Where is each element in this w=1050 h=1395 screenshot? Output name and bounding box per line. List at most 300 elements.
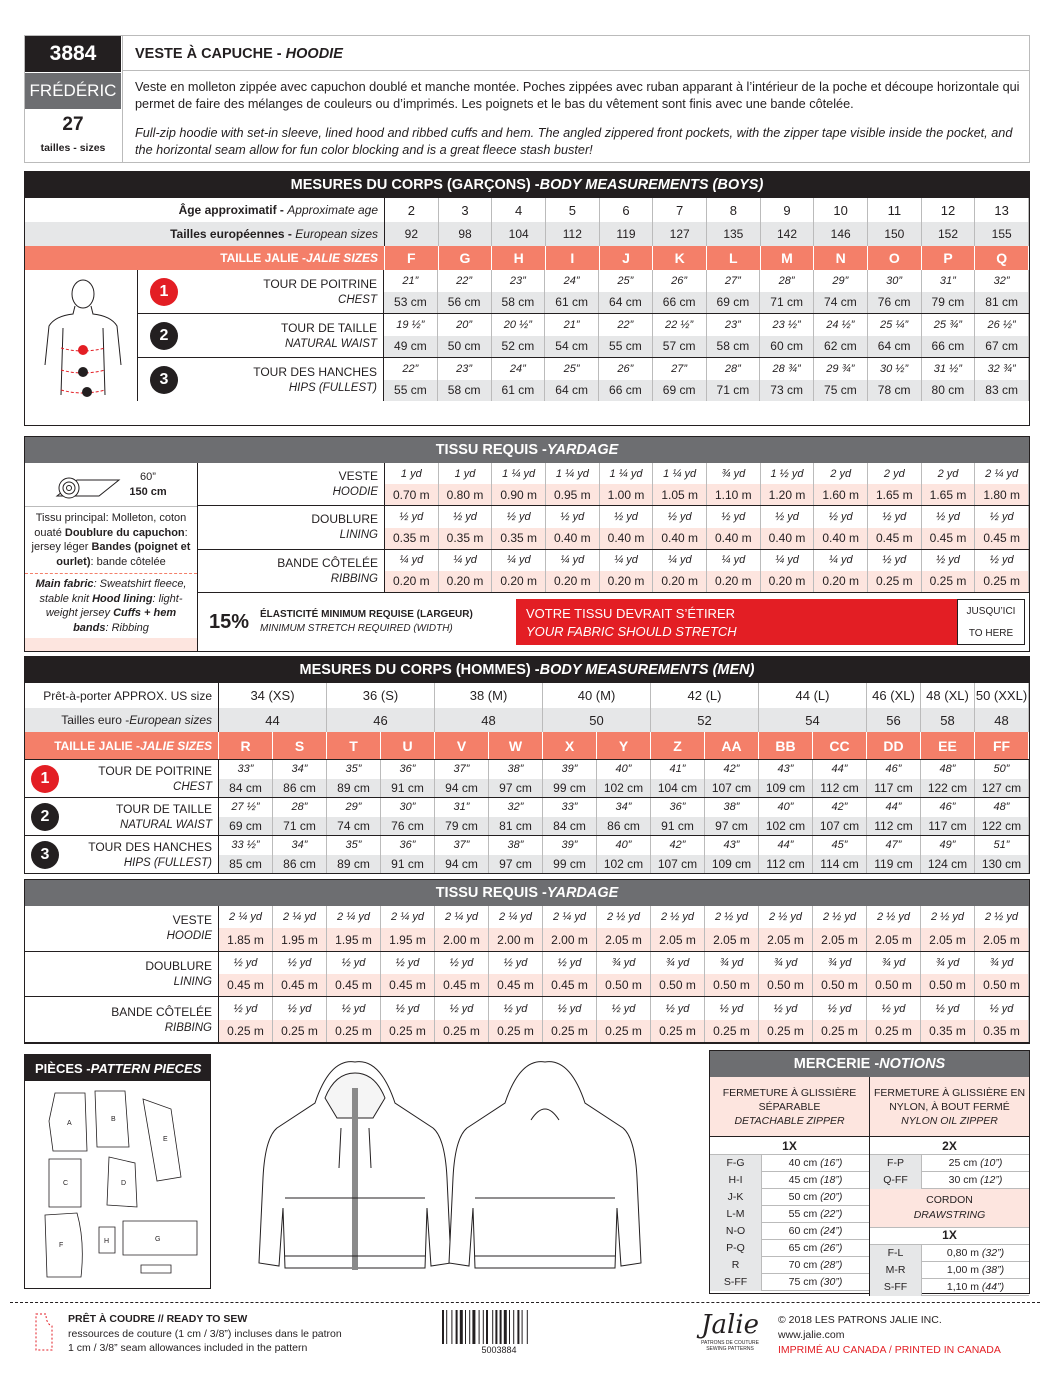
jalie-size-cell: Y [597,732,651,759]
value-cm: 50 cm [438,336,491,358]
value-meters: 0.20 m [707,571,760,592]
value-meters: 0.50 m [597,974,650,996]
yardage-cell [653,506,707,548]
value-meters: 0.45 m [327,974,380,996]
measurement-cell [975,358,1029,401]
value-cm: 107 cm [813,817,866,836]
yardage-cell [600,506,654,548]
euro-size-cell: 48 [975,708,1029,732]
value-cm: 53 cm [384,292,437,314]
value-yards: 2 ¼ yd [985,467,1019,480]
value-cm: 86 cm [273,855,326,874]
measurement-cell [597,798,651,835]
value-inches: 31” [453,801,470,814]
value-cm: 61 cm [545,292,598,314]
jalie-size-row [25,732,1029,759]
value-meters: 0.25 m [543,1020,596,1042]
value-yards: ½ yd [611,1002,636,1015]
value-cm: 71 cm [707,380,760,402]
value-cm: 74 cm [327,817,380,836]
notion-row [710,1189,869,1206]
yardage-row [25,906,1029,952]
measurement-cell [814,358,868,401]
measurement-cell [438,314,492,357]
value-yards: ½ yd [503,1002,528,1015]
value-inches: 40” [777,801,794,814]
svg-text:H: H [104,1238,110,1245]
value-cm: 107 cm [651,855,704,874]
svg-text:A: A [67,1120,72,1127]
length-in: (20”) [820,1191,843,1203]
value-cm: 69 cm [707,292,760,314]
fabric-width-cm: 150 cm [129,485,167,498]
yardage-cell [867,952,921,997]
yardage-cell [813,997,867,1042]
jalie-size-cell: K [653,246,707,270]
yardage-cell [922,550,976,592]
boys-measurements [24,171,1030,426]
value-cm: 117 cm [867,779,920,798]
svg-text:E: E [163,1136,168,1143]
measurement-cell [599,270,653,313]
value-inches: 34” [291,839,308,852]
value-yards: ½ yd [557,1002,582,1015]
fabric-info [25,463,198,651]
value-meters: 0.50 m [651,974,704,996]
yardage-cell [597,952,651,997]
us-size-cell: 42 (L) [651,683,759,708]
measurement-cell [705,798,759,835]
value-yards: ½ yd [719,1002,744,1015]
measurement-number-badge: 3 [31,841,59,869]
value-cm: 79 cm [922,292,975,314]
yardage-cell [219,906,273,951]
euro-size-cell: 135 [707,222,761,246]
value-yards: ¼ yd [399,554,424,567]
euro-size-cell: 152 [922,222,976,246]
value-yards: ½ yd [614,510,638,523]
value-cm: 97 cm [489,855,542,874]
value-yards: ½ yd [775,510,799,523]
value-cm: 84 cm [543,817,596,836]
measurement-cell [543,798,597,835]
row-label: Tailles européennes - European sizes [25,222,385,246]
length-cm: 1,10 m [946,1281,979,1293]
yardage-row [198,463,1029,506]
value-yards: 2 ¼ yd [282,911,317,924]
value-cm: 107 cm [705,779,758,798]
value-inches: 28” [291,801,308,814]
value-meters: 0.50 m [759,974,812,996]
value-meters: 0.35 m [492,528,545,549]
us-size-cell: 48 (XL) [921,683,975,708]
value-cm: 56 cm [438,292,491,314]
value-cm: 52 cm [492,336,545,358]
value-yards: ¼ yd [667,554,692,567]
value-inches: 22 ½” [665,318,694,331]
measurement-cell [653,314,707,357]
label-en: HOODIE [166,930,212,943]
value-inches: 32” [507,801,524,814]
yardage-cell [597,997,651,1042]
yardage-label [198,506,385,548]
measurement-cell [813,760,867,797]
value-inches: 27” [724,274,741,287]
value-inches: 37” [453,839,470,852]
jalie-size-cell: N [814,246,868,270]
value-yards: 2 ¼ yd [336,911,371,924]
measurement-cell [868,314,922,357]
value-yards: ½ yd [773,1002,798,1015]
measurement-cell [219,836,273,873]
divider [122,36,123,162]
age-cell: 7 [653,198,707,222]
measurement-row [25,797,1029,835]
euro-size-cell: 44 [219,708,327,732]
length-cm: 1,00 m [946,1264,979,1276]
value-yards: 1 yd [454,467,476,480]
jalie-size-cell: H [492,246,546,270]
notion-row [710,1274,869,1291]
label-en: RIBBING [164,1021,212,1034]
yardage-cell [546,550,600,592]
value-meters: 1.65 m [868,484,921,505]
measurement-cell [922,358,976,401]
value-meters: 0.20 m [439,571,492,592]
value-yards: 1 ¼ yd [663,467,697,480]
barcode [440,1310,558,1344]
value-inches: 33” [561,801,578,814]
value-yards: ¾ yd [935,956,960,969]
fabric-fr: Tissu principal: Molleton, coton ouaté Doublure du capuchon: jersey léger Bandes (poignet et ourlet): bande côtelée [25,507,197,574]
value-inches: 28” [778,274,795,287]
value-cm: 109 cm [705,855,758,874]
divider [123,70,1029,71]
value-yards: 2 ¼ yd [444,911,479,924]
measurement-cell [759,798,813,835]
value-meters: 0.25 m [759,1020,812,1042]
value-meters: 0.25 m [651,1020,704,1042]
value-meters: 2.00 m [435,928,488,950]
euro-size-cell: 54 [759,708,867,732]
us-size-row [25,683,1029,708]
yardage-cell [543,997,597,1042]
pattern-code: 3884 [25,36,121,72]
value-meters: 0.25 m [867,1020,920,1042]
yardage-cell [492,550,546,592]
length-in: (26”) [820,1242,843,1254]
yardage-cell [492,463,546,505]
measurement-cell [707,270,761,313]
euro-size-cell: 52 [651,708,759,732]
value-meters: 0.20 m [385,571,438,592]
zipper-nylon: FERMETURE À GLISSIÈRE EN NYLON, À BOUT FERMÉ NYLON OIL ZIPPER [873,1086,1026,1127]
yardage-cell [707,506,761,548]
value-inches: 28” [724,362,741,375]
value-meters: 0.95 m [546,484,599,505]
value-cm: 80 cm [922,380,975,402]
measurement-cell [492,314,546,357]
value-yards: 1 ¼ yd [609,467,643,480]
jalie-size-cell: Q [975,246,1029,270]
yardage-cell [975,997,1029,1042]
size-range: R [710,1257,762,1274]
hoodie-illustration [255,1058,645,1288]
measurement-cell [867,836,921,873]
age-cell: 12 [922,198,976,222]
value-meters: 0.25 m [381,1020,434,1042]
value-meters: 0.25 m [327,1020,380,1042]
measurement-cell [489,760,543,797]
measurement-cell [273,760,327,797]
measurement-number-badge: 3 [150,366,178,394]
value-meters: 0.35 m [385,528,438,549]
yardage-cell [435,997,489,1042]
age-cell: 9 [761,198,815,222]
label-en: LINING [173,976,212,988]
measurement-cell [651,836,705,873]
measurement-cell [814,270,868,313]
age-cell: 10 [814,198,868,222]
value-meters: 2.05 m [975,928,1028,950]
measurement-cell [545,314,599,357]
value-yards: 2 ½ yd [768,911,803,924]
svg-text:F: F [59,1242,64,1249]
yardage-boys [24,436,1030,652]
yardage-cell [867,997,921,1042]
value-yards: 2 ½ yd [876,911,911,924]
value-yards: ¼ yd [721,554,746,567]
body-figure [25,270,138,401]
value-meters: 0.50 m [705,974,758,996]
value-yards: ½ yd [881,1002,906,1015]
value-inches: 25” [617,274,634,287]
size-range: S-FF [710,1274,762,1291]
value-cm: 91 cm [381,779,434,798]
yardage-cell [922,506,976,548]
value-inches: 46” [939,801,956,814]
zipper-detachable: FERMETURE À GLISSIÈRE SÉPARABLE DETACHABLE ZIPPER [710,1077,870,1136]
value-meters: 2.00 m [543,928,596,950]
label-en: HIPS (FULLEST) [288,381,377,394]
yardage-label [25,997,219,1042]
euro-size-cell: 92 [385,222,439,246]
value-inches: 30 ½” [880,362,909,375]
value-inches: 37” [453,763,470,776]
row-label: TAILLE JALIE - JALIE SIZES [25,246,385,270]
value-yards: 2 ½ yd [930,911,965,924]
value-cm: 66 cm [922,336,975,358]
value-yards: 1 ¼ yd [502,467,536,480]
yardage-cell [761,550,815,592]
value-cm: 99 cm [543,779,596,798]
value-cm: 91 cm [651,817,704,836]
value-yards: ¼ yd [560,554,585,567]
value-meters: 0.25 m [219,1020,272,1042]
section-title: MESURES DU CORPS (GARÇONS) - BODY MEASUREMENTS (BOYS) [25,172,1029,198]
measurement-cell [597,760,651,797]
yardage-cell [868,506,922,548]
value-meters: 2.05 m [651,928,704,950]
measurement-label [59,763,218,795]
length-in: (22”) [820,1208,843,1220]
notion-row [710,1257,869,1274]
yardage-cell [651,952,705,997]
length-cm: 65 cm [788,1242,818,1254]
measurement-cell [760,270,814,313]
value-meters: 1.65 m [922,484,975,505]
size-range: S-FF [870,1279,922,1296]
yardage-cell [600,463,654,505]
value-inches: 25 ¼” [880,318,909,331]
age-cell: 5 [546,198,600,222]
value-inches: 23” [456,362,473,375]
measurement-cell [435,836,489,873]
value-cm: 112 cm [813,779,866,798]
section-title: TISSU REQUIS - YARDAGE [25,880,1029,906]
value-meters: 0.40 m [707,528,760,549]
label-en: CHEST [173,780,212,793]
stretch-bar: VOTRE TISSU DEVRAIT S’ÉTIRER YOUR FABRIC SHOULD STRETCH [516,599,957,645]
label-fr: DOUBLURE [145,959,212,973]
jalie-size-cell: O [868,246,922,270]
value-meters: 0.50 m [813,974,866,996]
measurement-cell [651,760,705,797]
value-inches: 20 ½” [503,318,532,331]
euro-size-cell: 150 [868,222,922,246]
value-inches: 50” [993,763,1010,776]
description-en: Full-zip hoodie with set-in sleeve, lined hood and ribbed cuffs and hem. The angled zippered front pockets, with the zipper tape visible inside the pocket, and the horizontal seam allow for fun color blocking and is a great fleece stash buster! [135,126,1013,157]
value-meters: 0.25 m [975,571,1028,592]
measurement-label [59,801,218,833]
value-yards: 2 ¼ yd [390,911,425,924]
value-inches: 42” [831,801,848,814]
measurement-cell [597,836,651,873]
label-fr: TOUR DES HANCHES [88,839,212,854]
value-meters: 0.20 m [546,571,599,592]
measurement-cell [489,798,543,835]
yardage-cell [439,506,493,548]
value-cm: 112 cm [759,855,812,874]
value-cm: 55 cm [599,336,652,358]
measurement-label [59,839,218,871]
length-in: (44”) [981,1281,1005,1293]
value-inches: 36” [399,763,416,776]
value-inches: 48” [993,801,1010,814]
value-inches: 23 ½” [772,318,801,331]
age-cell: 11 [868,198,922,222]
value-cm: 49 cm [384,336,437,358]
value-inches: 24 ½” [826,318,855,331]
value-inches: 44” [885,801,902,814]
yardage-cell [435,906,489,951]
measurement-cell [921,836,975,873]
value-yards: ¾ yd [665,956,690,969]
value-yards: ½ yd [827,1002,852,1015]
yardage-cell [975,906,1029,951]
value-yards: ½ yd [449,956,474,969]
measurement-cell [384,358,438,401]
jalie-size-cell: CC [813,732,867,759]
value-yards: ½ yd [882,554,907,567]
jalie-size-cell: Z [651,732,705,759]
value-cm: 54 cm [545,336,598,358]
label-fr: TOUR DES HANCHES [253,364,377,379]
website-link[interactable]: www.jalie.com [778,1329,845,1341]
value-inches: 42” [669,839,686,852]
euro-size-cell: 46 [327,708,435,732]
section-title: PIÈCES - PATTERN PIECES [25,1055,210,1081]
value-inches: 41” [669,763,686,776]
measurement-cell [435,760,489,797]
measurement-number-badge: 1 [31,765,59,793]
measurement-cell [653,270,707,313]
yardage-label [198,463,385,505]
yardage-cell [327,906,381,951]
jalie-size-cell: U [381,732,435,759]
age-cell: 13 [975,198,1029,222]
yardage-cell [705,906,759,951]
value-cm: 61 cm [492,380,545,402]
yardage-cell [705,952,759,997]
notion-row [870,1172,1029,1189]
value-yards: 2 yd [883,467,905,480]
jalie-size-cell: T [327,732,381,759]
value-yards: ½ yd [989,510,1014,523]
yardage-cell [761,506,815,548]
notion-row [710,1240,869,1257]
value-inches: 31” [939,274,956,287]
yardage-cell [385,463,439,505]
value-inches: 25 ¾” [933,318,962,331]
jalie-size-cell: P [922,246,976,270]
svg-text:D: D [121,1180,127,1187]
jalie-size-cell: I [546,246,600,270]
label-en: CHEST [338,293,377,306]
euro-label: Tailles euro - [61,713,130,727]
value-cm: 64 cm [545,380,598,402]
length-in: (32”) [981,1247,1005,1259]
value-meters: 2.05 m [597,928,650,950]
label-fr: TOUR DE TAILLE [115,801,212,816]
value-cm: 62 cm [814,336,867,358]
length-cm: 50 cm [788,1191,818,1203]
jalie-size-cell: V [435,732,489,759]
yardage-cell [921,997,975,1042]
yardage-cell [327,997,381,1042]
notion-row [710,1223,869,1240]
footer-divider [10,1302,1040,1303]
value-inches: 20” [456,318,473,331]
measurement-cell [545,358,599,401]
value-inches: 40” [615,839,632,852]
size-range: P-Q [710,1240,762,1257]
value-yards: ½ yd [287,1002,312,1015]
value-yards: ½ yd [989,554,1014,567]
length-cm: 60 cm [788,1225,818,1237]
ready-to-sew: PRÊT À COUDRE // READY TO SEW ressources de couture (1 cm / 3/8”) incluses dans le patron 1 cm / 3/8” seam allowances included in the pattern [68,1313,342,1354]
value-inches: 33” [237,763,254,776]
yardage-cell [921,952,975,997]
value-inches: 21” [563,318,580,331]
euro-row [25,222,1029,246]
length-cm: 75 cm [788,1276,818,1288]
yardage-cell [975,550,1029,592]
value-yards: ½ yd [936,510,960,523]
yardage-cell [489,997,543,1042]
size-range: N-O [710,1223,762,1240]
value-yards: ½ yd [449,1002,474,1015]
